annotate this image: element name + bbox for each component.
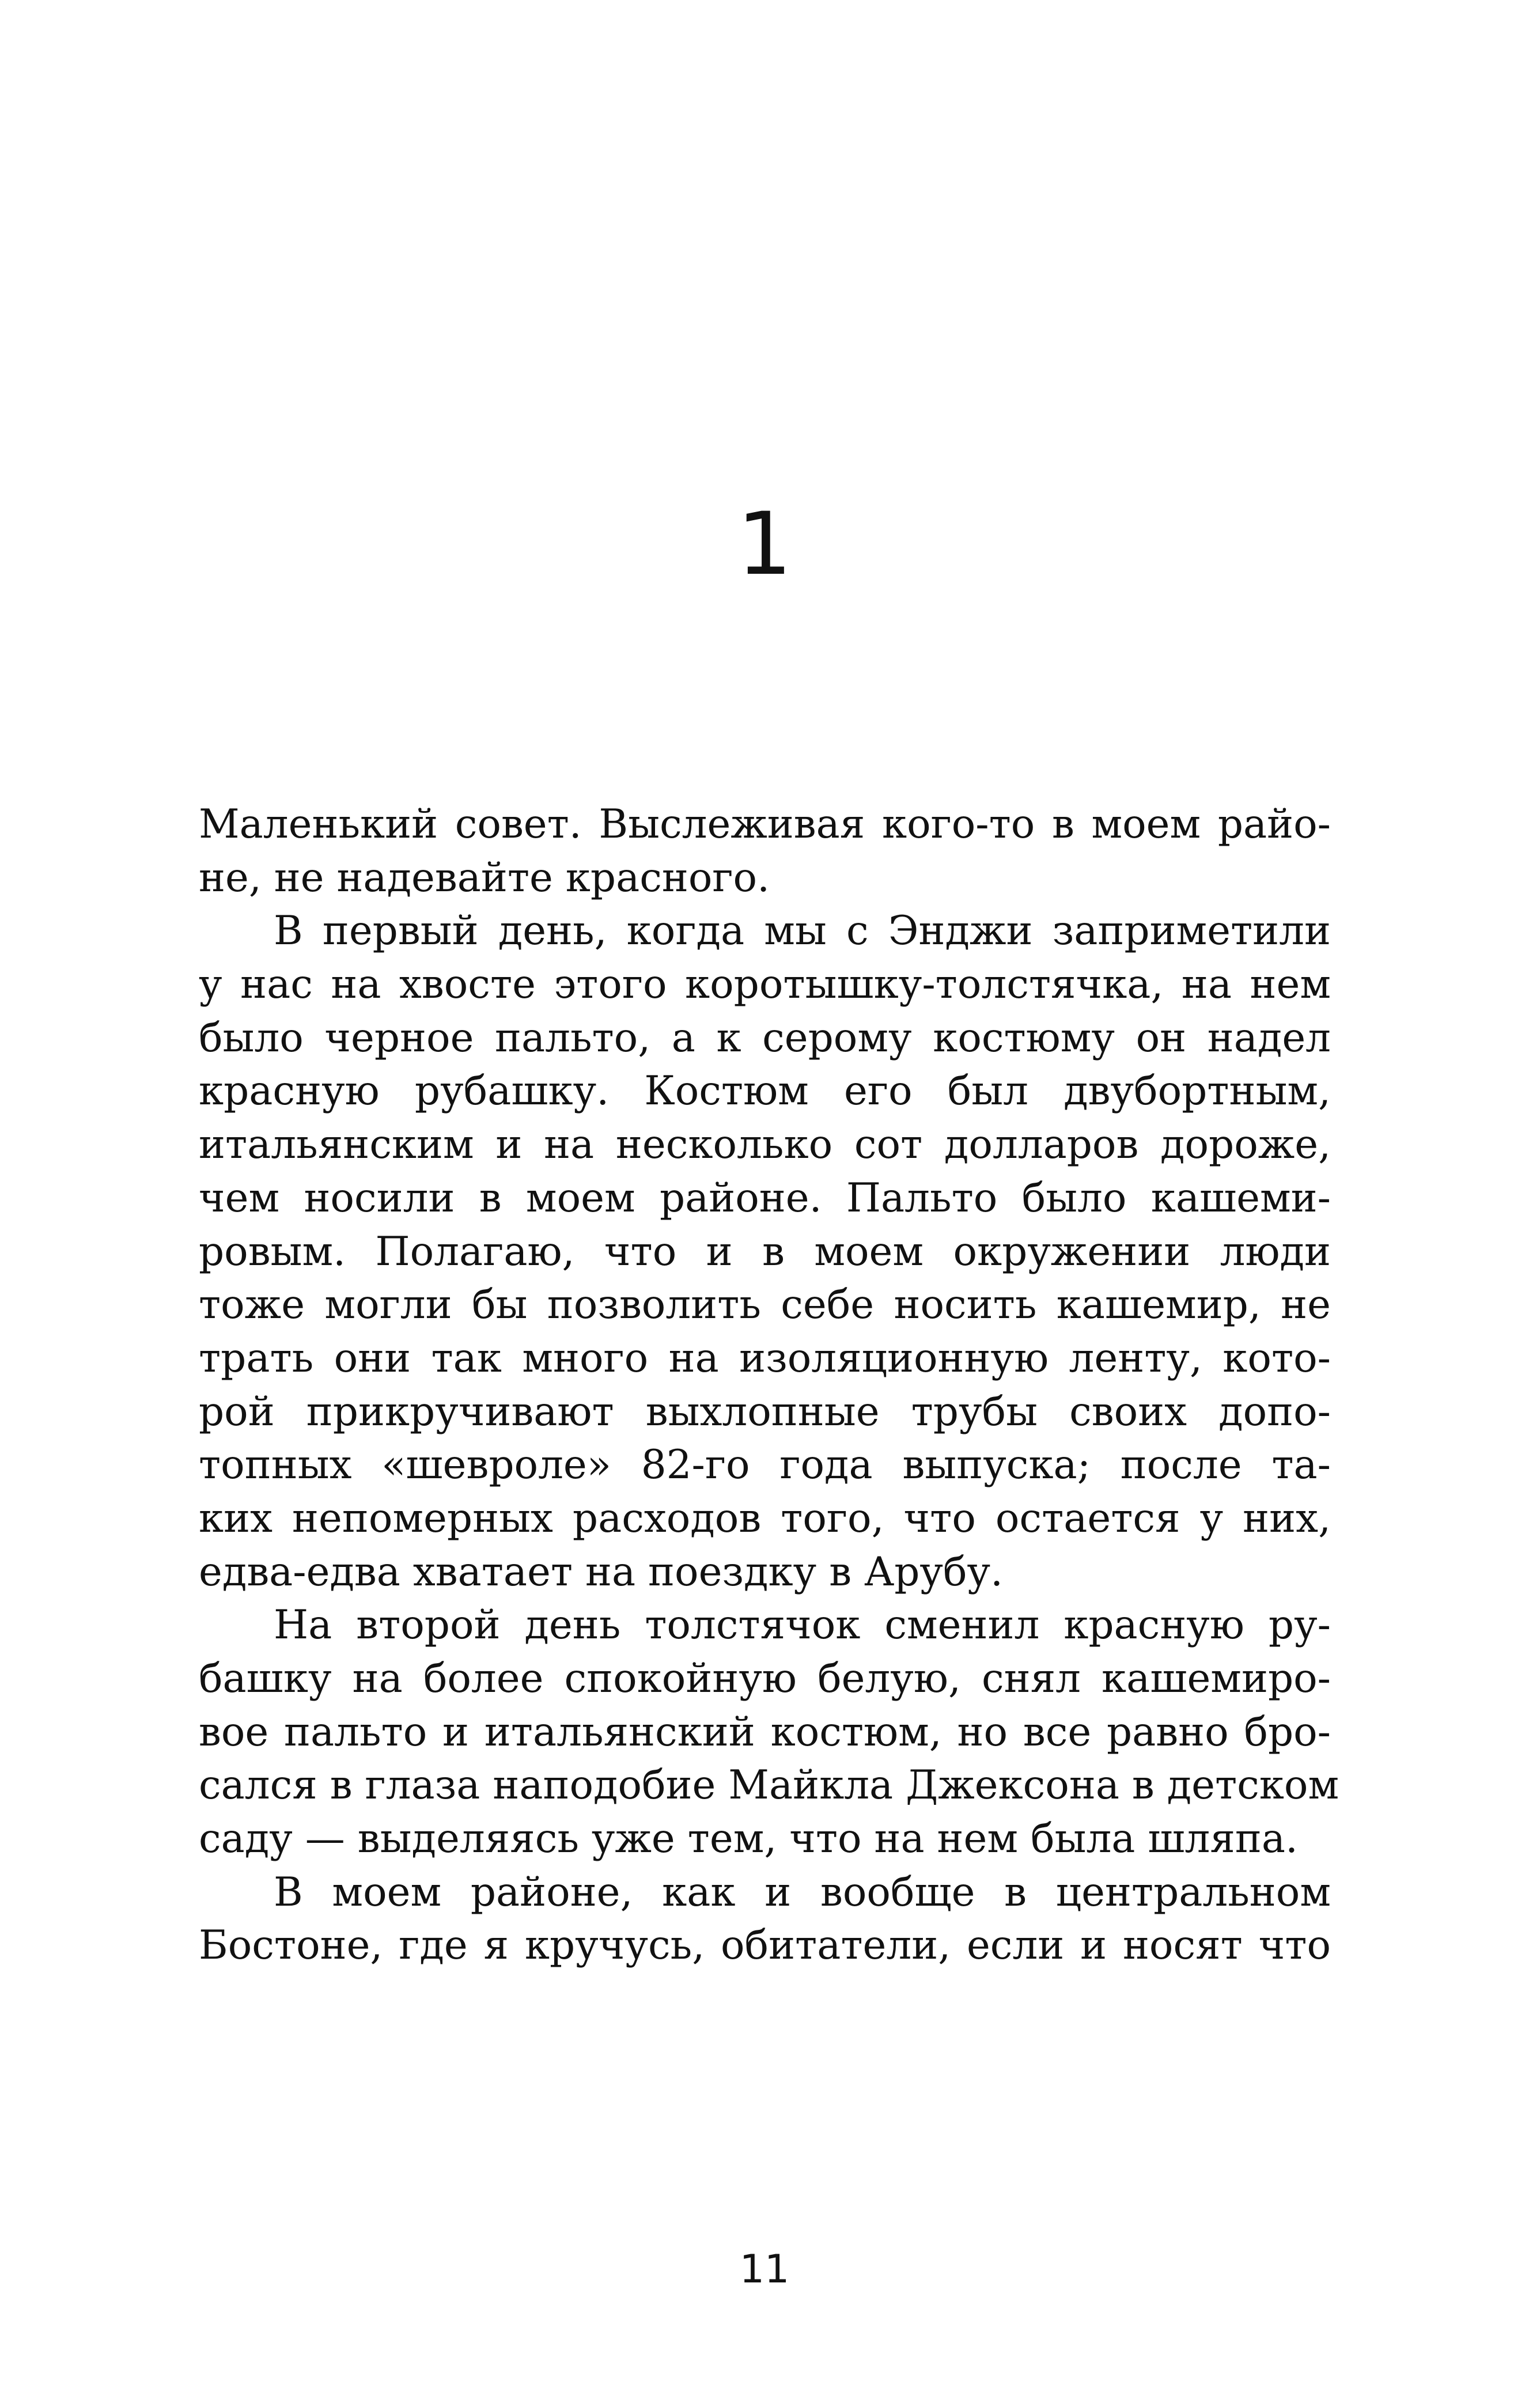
text-line: В первый день, когда мы с Энджи заприметили <box>274 908 1331 955</box>
text-line: чем носили в моем районе. Пальто было кашеми- <box>199 1175 1331 1221</box>
text-line: не, не надевайте красного. <box>199 854 770 901</box>
text-line: сался в глаза наподобие Майкла Джексона в детском <box>199 1762 1339 1809</box>
text-line: Маленький совет. Выслеживая кого-то в моем райо- <box>199 801 1331 847</box>
text-line: тоже могли бы позволить себе носить кашемир, не <box>199 1282 1331 1328</box>
text-line: итальянским и на несколько сот долларов дороже, <box>199 1122 1331 1168</box>
text-line: На второй день толстячок сменил красную ру- <box>274 1602 1331 1649</box>
text-line: едва-едва хватает на поездку в Арубу. <box>199 1548 1004 1595</box>
text-line: саду — выделяясь уже тем, что на нем была шляпа. <box>199 1816 1298 1862</box>
chapter-number: 1 <box>737 494 792 595</box>
paragraph <box>199 1599 1339 1865</box>
text-line: было черное пальто, а к серому костюму он надел <box>199 1014 1331 1061</box>
text-line: у нас на хвосте этого коротышку-толстячка, на нем <box>199 961 1331 1008</box>
text-line: Бостоне, где я кручусь, обитатели, если и носят что <box>199 1922 1331 1969</box>
page-number: 11 <box>739 2247 790 2292</box>
text-line: рой прикручивают выхлопные трубы своих допо- <box>199 1388 1331 1435</box>
text-line: ких непомерных расходов того, что остается у них, <box>199 1495 1331 1542</box>
text-line: вое пальто и итальянский костюм, но все равно бро- <box>199 1709 1331 1755</box>
paragraph <box>199 904 1331 1599</box>
body-text <box>199 798 1339 1972</box>
text-line: трать они так много на изоляционную ленту, кото- <box>199 1335 1331 1381</box>
text-line: красную рубашку. Костюм его был двубортным, <box>199 1068 1331 1115</box>
text-line: башку на более спокойную белую, снял кашемиро- <box>199 1656 1331 1702</box>
text-line: топных «шевроле» 82-го года выпуска; после та- <box>199 1442 1331 1489</box>
text-line: ровым. Полагаю, что и в моем окружении люди <box>199 1228 1331 1275</box>
text-line: В моем районе, как и вообще в центральном <box>274 1869 1331 1915</box>
paragraph <box>199 798 1331 904</box>
paragraph <box>199 1866 1331 1972</box>
